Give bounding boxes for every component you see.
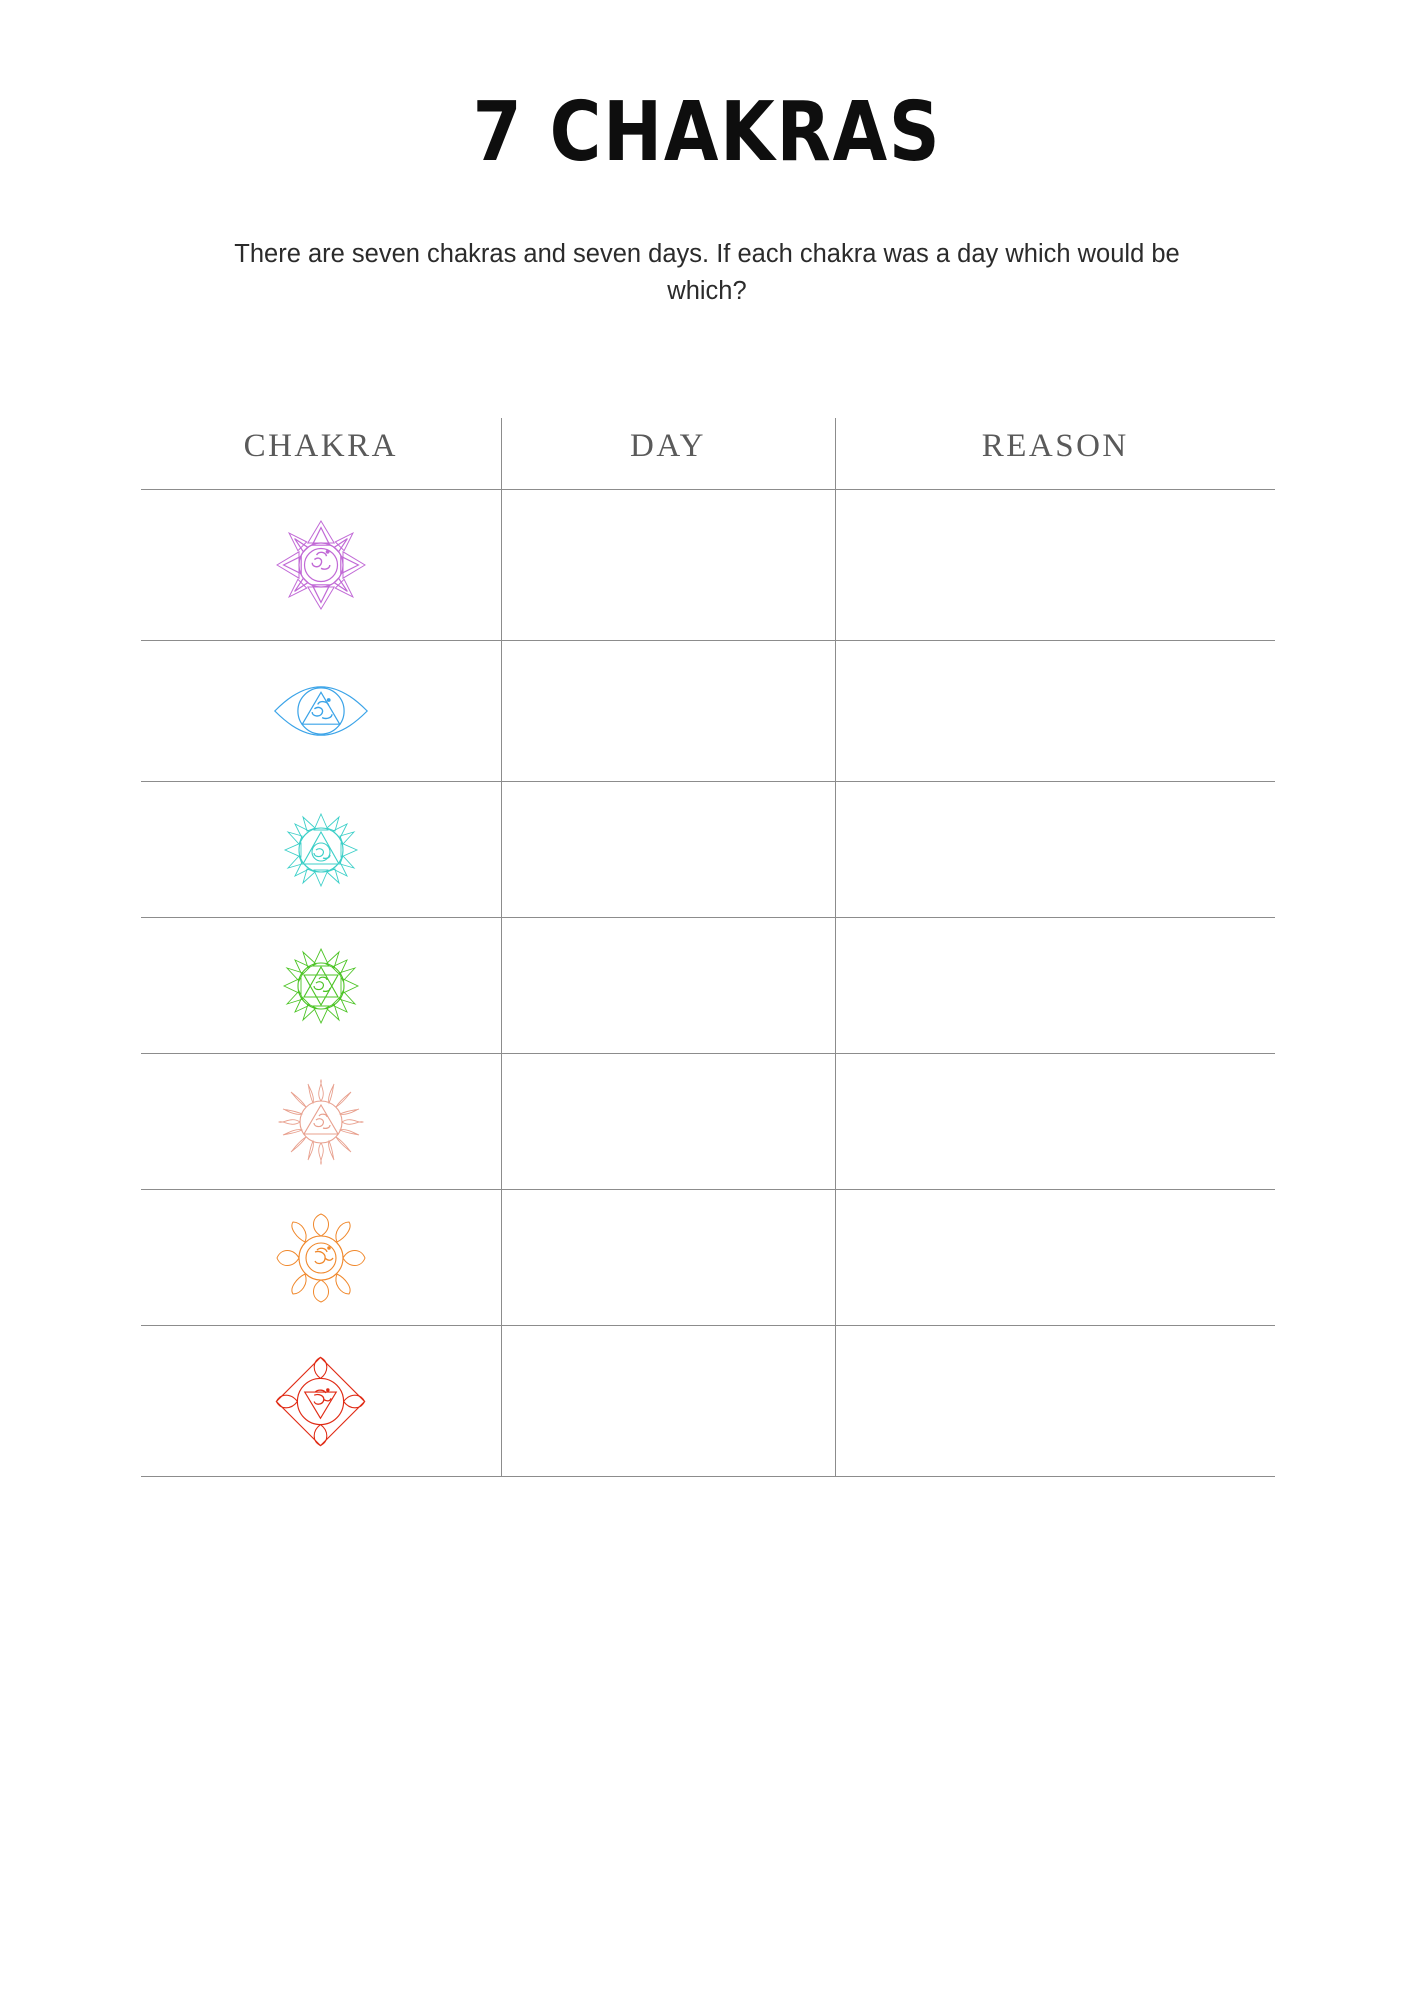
- reason-input-root[interactable]: [836, 1337, 1276, 1465]
- day-input-heart[interactable]: [502, 922, 835, 1050]
- reason-cell-sacral[interactable]: [835, 1190, 1275, 1326]
- reason-input-throat[interactable]: [836, 786, 1276, 914]
- reason-cell-throat[interactable]: [835, 782, 1275, 918]
- chakra-cell-throat: [141, 782, 501, 918]
- table-row: [141, 1326, 1275, 1477]
- chakra-cell-crown: [141, 490, 501, 641]
- table-row: [141, 490, 1275, 641]
- column-header-day: DAY: [501, 418, 835, 490]
- chakra-cell-heart: [141, 918, 501, 1054]
- column-header-reason: REASON: [835, 418, 1275, 490]
- day-cell-sacral[interactable]: [501, 1190, 835, 1326]
- reason-input-sacral[interactable]: [836, 1194, 1276, 1322]
- table-row: [141, 1190, 1275, 1326]
- day-cell-solar-plexus[interactable]: [501, 1054, 835, 1190]
- sacral-chakra-icon: [271, 1208, 371, 1308]
- day-cell-crown[interactable]: [501, 490, 835, 641]
- third-eye-chakra-icon: [266, 656, 376, 766]
- reason-cell-third-eye[interactable]: [835, 641, 1275, 782]
- page-subtitle: There are seven chakras and seven days. If each chakra was a day which would be which?: [234, 240, 1180, 305]
- chakra-cell-sacral: [141, 1190, 501, 1326]
- solar-plexus-chakra-icon: [271, 1072, 371, 1172]
- reason-cell-root[interactable]: [835, 1326, 1275, 1477]
- chakra-cell-third-eye: [141, 641, 501, 782]
- day-cell-heart[interactable]: [501, 918, 835, 1054]
- reason-cell-crown[interactable]: [835, 490, 1275, 641]
- table-row: [141, 918, 1275, 1054]
- table-header: [141, 418, 1275, 490]
- table-body: [141, 490, 1275, 1477]
- reason-input-solar-plexus[interactable]: [836, 1058, 1276, 1186]
- reason-cell-heart[interactable]: [835, 918, 1275, 1054]
- reason-input-heart[interactable]: [836, 922, 1276, 1050]
- day-input-throat[interactable]: [502, 786, 835, 914]
- page-title: 7 CHAKRAS: [472, 85, 942, 180]
- table-row: [141, 782, 1275, 918]
- reason-input-third-eye[interactable]: [836, 647, 1276, 775]
- chakra-cell-solar-plexus: [141, 1054, 501, 1190]
- day-input-solar-plexus[interactable]: [502, 1058, 835, 1186]
- table-row: [141, 641, 1275, 782]
- crown-chakra-icon: [266, 510, 376, 620]
- day-input-root[interactable]: [502, 1337, 835, 1465]
- day-cell-root[interactable]: [501, 1326, 835, 1477]
- table-header-row: [141, 418, 1275, 490]
- reason-cell-solar-plexus[interactable]: [835, 1054, 1275, 1190]
- column-header-chakra: CHAKRA: [141, 418, 501, 490]
- chakra-table: [141, 418, 1275, 1477]
- table-row: [141, 1054, 1275, 1190]
- day-input-sacral[interactable]: [502, 1194, 835, 1322]
- root-chakra-icon: [268, 1349, 373, 1454]
- day-cell-throat[interactable]: [501, 782, 835, 918]
- day-input-third-eye[interactable]: [502, 647, 835, 775]
- day-input-crown[interactable]: [502, 501, 835, 629]
- chakra-table-container: [141, 418, 1275, 1477]
- chakra-cell-root: [141, 1326, 501, 1477]
- heart-chakra-icon: [271, 936, 371, 1036]
- throat-chakra-icon: [271, 800, 371, 900]
- reason-input-crown[interactable]: [836, 501, 1276, 629]
- day-cell-third-eye[interactable]: [501, 641, 835, 782]
